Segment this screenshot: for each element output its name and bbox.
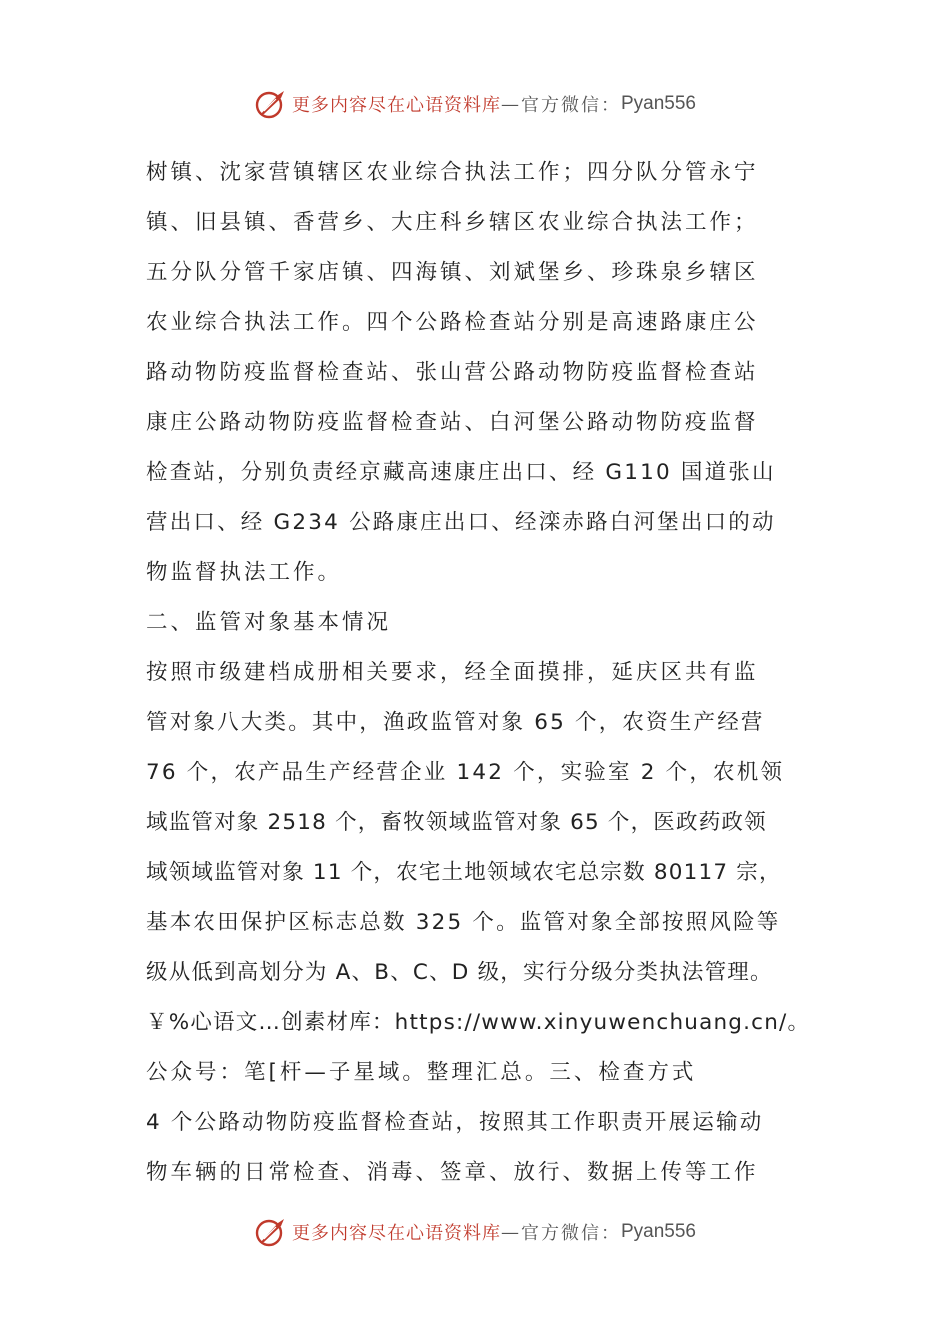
header-banner [0, 84, 950, 124]
banner-brand-text: 更多内容尽在心语资料库 [291, 1223, 501, 1244]
text-line: 管对象八大类。其中，渔政监管对象 65 个，农资生产经营 [146, 710, 765, 735]
text-line: ￥%心语文…创素材库：https://www.xinyuwenchuang.cn/。 [146, 1010, 811, 1035]
section-heading: 二、监管对象基本情况 [146, 610, 392, 635]
banner-dash: — [500, 93, 521, 115]
text-line: 康庄公路动物防疫监督检查站、白河堡公路动物防疫监督 [146, 410, 759, 435]
footer-banner [0, 1212, 950, 1252]
text-line: 域领域监管对象 11 个，农宅土地领域农宅总宗数 80117 宗， [146, 860, 782, 885]
banner-dash: — [500, 1221, 521, 1243]
text-line: 公众号：笔[杆—子星域。整理汇总。三、检查方式 [146, 1060, 697, 1085]
text-line: 物监督执法工作。 [146, 560, 343, 585]
text-line: 检查站，分别负责经京藏高速康庄出口、经 G110 国道张山 [146, 460, 776, 485]
document-body [146, 148, 811, 1198]
quill-pen-logo-icon [254, 1215, 288, 1249]
text-line: 4 个公路动物防疫监督检查站，按照其工作职责开展运输动 [146, 1110, 764, 1135]
text-line: 物车辆的日常检查、消毒、签章、放行、数据上传等工作 [146, 1160, 759, 1185]
text-line: 农业综合执法工作。四个公路检查站分别是高速路康庄公 [146, 310, 759, 335]
text-line: 五分队分管千家店镇、四海镇、刘斌堡乡、珍珠泉乡辖区 [146, 260, 759, 285]
banner-official-label: 官方微信： [520, 95, 621, 116]
text-line: 营出口、经 G234 公路康庄出口、经滦赤路白河堡出口的动 [146, 510, 776, 535]
text-line: 域监管对象 2518 个，畜牧领域监管对象 65 个，医政药政领 [146, 810, 767, 835]
text-line: 镇、旧县镇、香营乡、大庄科乡辖区农业综合执法工作； [146, 210, 759, 235]
text-line: 按照市级建档成册相关要求，经全面摸排，延庆区共有监 [146, 660, 759, 685]
text-line: 76 个，农产品生产经营企业 142 个，实验室 2 个，农机领 [146, 760, 785, 785]
text-line: 树镇、沈家营镇辖区农业综合执法工作；四分队分管永宁 [146, 160, 759, 185]
text-line: 基本农田保护区标志总数 325 个。监管对象全部按照风险等 [146, 910, 781, 935]
banner-brand-text: 更多内容尽在心语资料库 [291, 95, 501, 116]
banner-wechat-id: Pyan556 [620, 93, 696, 114]
banner-official-label: 官方微信： [520, 1223, 621, 1244]
quill-pen-logo-icon [254, 87, 288, 121]
banner-wechat-id: Pyan556 [620, 1221, 696, 1242]
text-line: 路动物防疫监督检查站、张山营公路动物防疫监督检查站 [146, 360, 759, 385]
text-line: 级从低到高划分为 A、B、C、D 级，实行分级分类执法管理。 [146, 960, 773, 985]
